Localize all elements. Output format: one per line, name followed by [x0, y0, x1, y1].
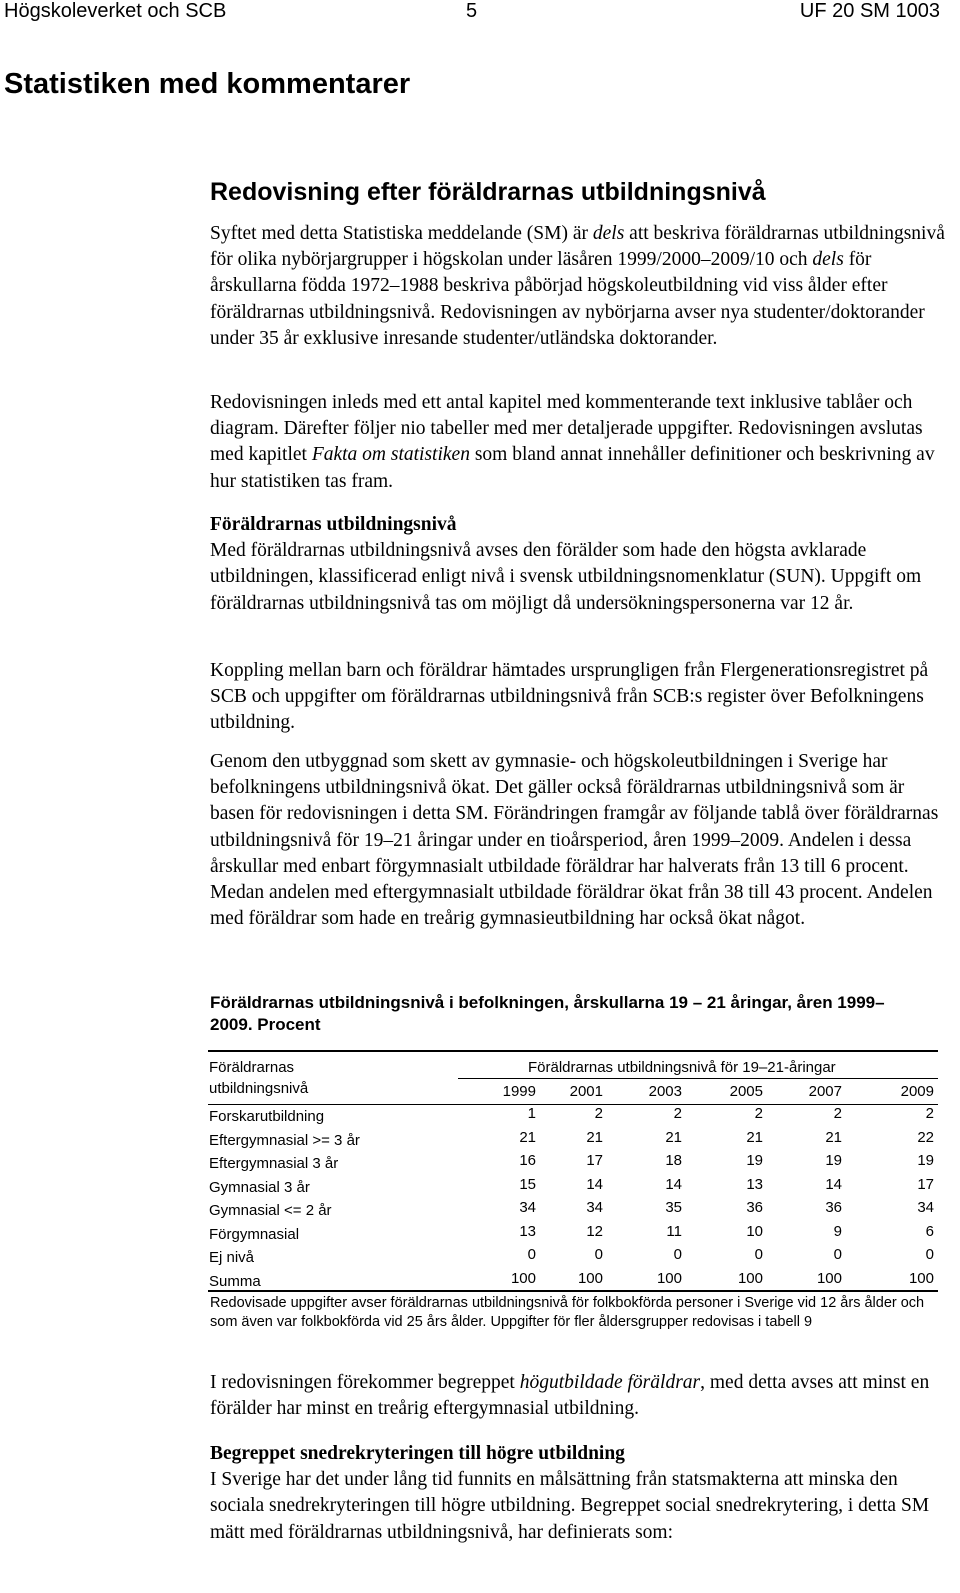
page-number: 5	[466, 0, 478, 22]
subheading-skewed-recruitment: Begreppet snedrekryteringen till högre utbildning	[210, 1443, 625, 1464]
table-cell: 16	[519, 1152, 536, 1169]
table-cell: 15	[519, 1175, 536, 1193]
table-cell: 2	[754, 1105, 763, 1122]
row-header-line1: Föräldrarnas	[209, 1059, 295, 1076]
table-cell: 13	[746, 1175, 763, 1193]
table-cell: 18	[665, 1152, 682, 1169]
year-header: 2001	[569, 1083, 603, 1100]
year-header: 2009	[900, 1083, 934, 1100]
table-cell: 100	[510, 1269, 536, 1287]
table-cell: 22	[917, 1128, 934, 1146]
table-cell: 13	[519, 1222, 536, 1240]
page-header	[0, 0, 960, 30]
row-label: Summa	[209, 1272, 261, 1290]
paragraph-definition: Föräldrarnas utbildningsnivå Med föräldrarnas utbildningsnivå avses den förälder som hade den högsta avklarade utbildningen, klassificerad enligt nivå i svensk utbildningsnomenklatur (SUN). Uppgift om föräldrarnas utbildningsnivå tas om möjligt då undersökningspersonerna var 12 år.	[210, 514, 922, 614]
year-header: 2003	[648, 1083, 682, 1100]
paragraph-structure: Redovisningen inleds med ett antal kapitel med kommenterande text inklusive tablåer och diagram. Därefter följer nio tabeller med mer detaljerade uppgifter. Redovisningen avslutas med kapitlet Fakta om statistiken som bland annat innehåller definitioner och beskrivning av hur statistiken tas fram.	[210, 392, 935, 492]
table-cell: 0	[833, 1246, 842, 1263]
paragraph-skewed-recruitment: Begreppet snedrekryteringen till högre utbildning I Sverige har det under lång tid funnits en målsättning från statsmakterna att minska den sociala snedrekryteringen till högre utbildning. Begreppet social snedrekrytering, i detta SM mätt med föräldrarnas utbildningsnivå, har definierats som:	[210, 1443, 930, 1543]
row-label: Forskarutbildning	[209, 1108, 325, 1125]
table-cell: 34	[586, 1199, 603, 1216]
table-note: Redovisade uppgifter avser föräldrarnas utbildningsnivå för folkbokförda personer i Sverige vid 12 års ålder och som även var folkbokförda vid 25 års ålder. Uppgifter för fler åldersgrupper redovisas i tabell 9	[210, 1295, 925, 1330]
table-cell: 2	[673, 1105, 682, 1122]
table-cell: 34	[519, 1199, 536, 1216]
row-label: Gymnasial 3 år	[209, 1178, 310, 1196]
table-cell: 0	[925, 1246, 934, 1263]
table-cell: 34	[917, 1199, 934, 1216]
row-label: Förgymnasial	[209, 1225, 300, 1243]
table-cell: 2	[925, 1105, 934, 1122]
table-cell: 21	[665, 1128, 682, 1146]
section-heading: Redovisning efter föräldrarnas utbildningsnivå	[210, 178, 766, 206]
table-cell: 21	[825, 1128, 842, 1146]
table-cell: 36	[746, 1199, 763, 1216]
table-cell: 1	[527, 1105, 536, 1122]
table-title: Föräldrarnas utbildningsnivå i befolkningen, årskullarna 19 – 21 åringar, åren 1999–2009. Procent	[210, 993, 885, 1034]
paragraph-purpose: Syftet med detta Statistiska meddelande (SM) är dels att beskriva föräldrarnas utbildningsnivå för olika nybörjargrupper i högskolan under läsåren 1999/2000–2009/10 och dels för årskullarna födda 1972–1988 beskriva påbörjad högskoleutbildning vid viss ålder efter föräldrarnas utbildningsnivå. Redovisningen av nybörjarna avser nya studenter/doktorander under 35 år exklusive inresande studenter/utländska doktorander.	[210, 223, 945, 349]
table-cell: 0	[673, 1246, 682, 1263]
table-cell: 12	[586, 1222, 603, 1240]
paragraph-register: Koppling mellan barn och föräldrar hämtades ursprungligen från Flergenerationsregistret på SCB och uppgifter om föräldrarnas utbildningsnivå från SCB:s register över Befolkningens utbildning.	[210, 660, 929, 734]
group-header: Föräldrarnas utbildningsnivå för 19–21-åringar	[528, 1059, 836, 1076]
row-label: Eftergymnasial >= 3 år	[209, 1131, 360, 1149]
table-cell: 21	[586, 1128, 603, 1146]
table-cell: 10	[746, 1222, 763, 1240]
table-cell: 0	[594, 1246, 603, 1263]
year-header: 1999	[502, 1083, 536, 1100]
table-cell: 100	[816, 1269, 842, 1287]
table-cell: 100	[656, 1269, 682, 1287]
table-cell: 11	[666, 1222, 682, 1240]
subheading-parental-education: Föräldrarnas utbildningsnivå	[210, 514, 457, 535]
table-cell: 100	[908, 1269, 934, 1287]
page-title: Statistiken med kommentarer	[4, 68, 411, 100]
table-cell: 9	[833, 1222, 842, 1240]
header-publisher: Högskoleverket och SCB	[4, 0, 227, 22]
table-cell: 14	[586, 1175, 603, 1193]
table-cell: 19	[825, 1152, 842, 1169]
year-header: 2007	[808, 1083, 842, 1100]
table-cell: 17	[917, 1175, 934, 1193]
table-cell: 2	[594, 1105, 603, 1122]
year-header: 2005	[729, 1083, 763, 1100]
table-top-rule	[208, 1050, 938, 1052]
table-cell: 0	[754, 1246, 763, 1263]
group-header-rule	[458, 1078, 938, 1079]
table-cell: 100	[577, 1269, 603, 1287]
header-report-id: UF 20 SM 1003	[799, 0, 940, 22]
table-cell: 14	[825, 1175, 842, 1193]
row-label: Ej nivå	[209, 1249, 255, 1266]
row-header-line2: utbildningsnivå	[209, 1080, 309, 1097]
paragraph-trend: Genom den utbyggnad som skett av gymnasie- och högskoleutbildningen i Sverige har befolkningens utbildningsnivå ökat. Det gäller också föräldrarnas utbildningsnivå som är basen för redovisningen i detta SM. Förändringen framgår av följande tablå över föräldrarnas utbildningsnivå för 19–21 åringar under en tioårsperiod, åren 1999–2009. Andelen i dessa årskullar med enbart förgymnasialt utbildade föräldrar har halverats från 13 till 6 procent. Medan andelen med eftergymnasialt utbildade föräldrar ökat från 38 till 43 procent. Andelen med föräldrar som hade en treårig gymnasieutbildning har också ökat något.	[210, 751, 939, 930]
table-cell: 19	[746, 1152, 763, 1169]
table-cell: 36	[825, 1199, 842, 1216]
table-cell: 21	[519, 1128, 536, 1146]
table-bottom-rule	[208, 1290, 938, 1292]
table-cell: 19	[917, 1152, 934, 1169]
table-cell: 14	[665, 1175, 682, 1193]
table-cell: 0	[527, 1246, 536, 1263]
row-label: Eftergymnasial 3 år	[209, 1155, 339, 1172]
table-cell: 35	[665, 1199, 682, 1216]
table-cell: 2	[833, 1105, 842, 1122]
row-label: Gymnasial <= 2 år	[209, 1202, 332, 1219]
table-cell: 100	[737, 1269, 763, 1287]
paragraph-highly-educated: I redovisningen förekommer begreppet högutbildade föräldrar, med detta avses att minst en förälder har minst en treårig eftergymnasial utbildning.	[210, 1372, 930, 1420]
table-cell: 6	[925, 1222, 934, 1240]
table-cell: 17	[586, 1152, 603, 1169]
table-cell: 21	[746, 1128, 763, 1146]
